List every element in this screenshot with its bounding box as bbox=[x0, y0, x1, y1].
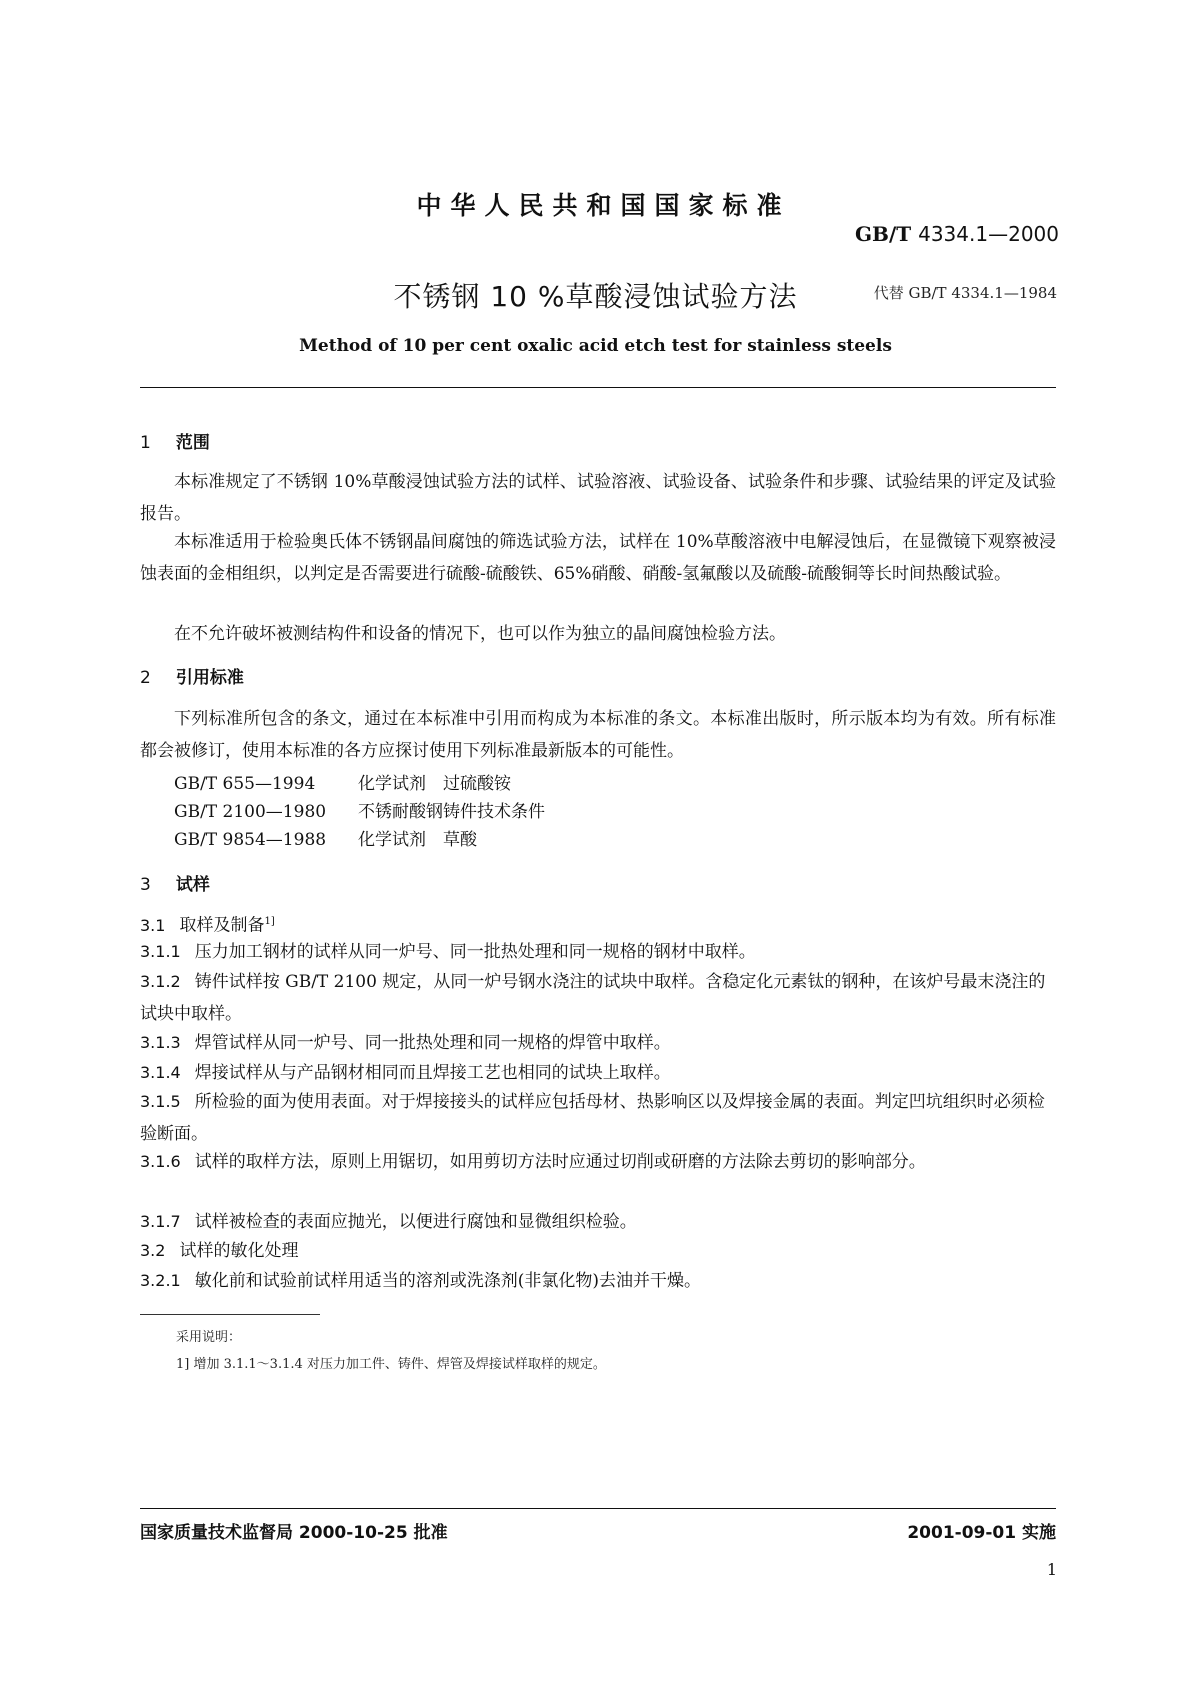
footnote-ref: 1] bbox=[264, 916, 275, 927]
clause-3-2-1 bbox=[140, 1265, 1056, 1297]
reference-title: 化学试剂 草酸 bbox=[358, 830, 477, 850]
clause-number: 3.1.4 bbox=[140, 1063, 181, 1082]
section-title: 范围 bbox=[175, 433, 210, 453]
section-2-heading bbox=[140, 663, 244, 688]
clause-3-1-7 bbox=[140, 1206, 1056, 1238]
clause-text: 敏化前和试验前试样用适当的溶剂或洗涤剂(非氯化物)去油并干燥。 bbox=[194, 1271, 701, 1291]
clause-number: 3.1.5 bbox=[140, 1092, 181, 1111]
clause-text: 压力加工钢材的试样从同一炉号、同一批热处理和同一规格的钢材中取样。 bbox=[194, 942, 756, 962]
clause-text: 铸件试样按 GB/T 2100 规定，从同一炉号钢水浇注的试块中取样。含稳定化元素钛的钢种，在该炉号最末浇注的试块中取样。 bbox=[140, 972, 1046, 1024]
footnote-heading: 采用说明： bbox=[176, 1330, 242, 1345]
reference-code: GB/T 2100—1980 bbox=[174, 802, 327, 822]
standard-number-prefix: GB/T bbox=[854, 222, 912, 246]
section-1-paragraph-1: 本标准规定了不锈钢 10%草酸浸蚀试验方法的试样、试验溶液、试验设备、试验条件和步骤、试验结果的评定及试验报告。 bbox=[140, 472, 1056, 524]
section-1-paragraph-2: 本标准适用于检验奥氏体不锈钢晶间腐蚀的筛选试验方法，试样在 10%草酸溶液中电解浸蚀后，在显微镜下观察被浸蚀表面的金相组织，以判定是否需要进行硫酸-硫酸铁、65%硝酸、硝酸-氢氟酸以及硫酸-硫酸铜等长时间热酸试验。 bbox=[140, 532, 1056, 584]
reference-title: 化学试剂 过硫酸铵 bbox=[358, 774, 511, 794]
clause-number: 3.1.1 bbox=[140, 942, 181, 961]
page-number: 1 bbox=[1046, 1560, 1057, 1579]
clause-3-1-2 bbox=[140, 966, 1056, 1030]
national-standard-heading: 中华人民共和国国家标准 bbox=[416, 191, 791, 220]
clause-3-2 bbox=[140, 1235, 1056, 1267]
section-2-paragraph: 下列标准所包含的条文，通过在本标准中引用而构成为本标准的条文。本标准出版时，所示版本均为有效。所有标准都会被修订，使用本标准的各方应探讨使用下列标准最新版本的可能性。 bbox=[140, 709, 1056, 761]
section-number: 3 bbox=[140, 875, 151, 895]
section-title: 试样 bbox=[175, 875, 210, 895]
document-title: 不锈钢 10 %草酸浸蚀试验方法 bbox=[393, 280, 798, 313]
clause-text: 试样的取样方法，原则上用锯切，如用剪切方法时应通过切削或研磨的方法除去剪切的影响部分。 bbox=[194, 1152, 926, 1172]
clause-3-1-5 bbox=[140, 1086, 1056, 1150]
reference-item bbox=[174, 769, 511, 794]
clause-3-1-1 bbox=[140, 936, 1056, 968]
section-1-paragraph-3: 在不允许破坏被测结构件和设备的情况下，也可以作为独立的晶间腐蚀检验方法。 bbox=[174, 624, 786, 644]
approval-line: 国家质量技术监督局 2000-10-25 批准 bbox=[140, 1523, 448, 1543]
section-number: 2 bbox=[140, 668, 151, 688]
section-1-heading bbox=[140, 428, 210, 453]
clause-text: 焊接试样从与产品钢材相同而且焊接工艺也相同的试块上取样。 bbox=[194, 1063, 671, 1083]
clause-3-1-6 bbox=[140, 1146, 1056, 1178]
footnote-divider bbox=[140, 1314, 320, 1315]
clause-text: 焊管试样从同一炉号、同一批热处理和同一规格的焊管中取样。 bbox=[194, 1033, 671, 1053]
reference-code: GB/T 655—1994 bbox=[174, 774, 316, 794]
standard-number bbox=[855, 222, 1059, 246]
clause-text: 取样及制备 bbox=[179, 915, 265, 936]
footnote-text: 1] 增加 3.1.1～3.1.4 对压力加工件、铸件、焊管及焊接试样取样的规定。 bbox=[176, 1357, 606, 1372]
standard-number-value: 4334.1—2000 bbox=[918, 222, 1059, 246]
clause-number: 3.2 bbox=[140, 1241, 166, 1260]
effective-date: 2001-09-01 实施 bbox=[907, 1523, 1056, 1543]
reference-code: GB/T 9854—1988 bbox=[174, 830, 327, 850]
footer-divider bbox=[140, 1508, 1056, 1509]
english-title: Method of 10 per cent oxalic acid etch test for stainless steels bbox=[299, 336, 892, 356]
reference-item bbox=[174, 825, 477, 850]
header-divider bbox=[140, 387, 1056, 388]
clause-text: 所检验的面为使用表面。对于焊接接头的试样应包括母材、热影响区以及焊接金属的表面。判定凹坑组织时必须检验断面。 bbox=[140, 1092, 1045, 1144]
section-title: 引用标准 bbox=[175, 668, 244, 688]
replaces-note: 代替 GB/T 4334.1—1984 bbox=[873, 284, 1057, 302]
section-3-heading bbox=[140, 870, 210, 895]
clause-number: 3.1.6 bbox=[140, 1152, 181, 1171]
section-number: 1 bbox=[140, 433, 151, 453]
clause-text: 试样被检查的表面应抛光，以便进行腐蚀和显微组织检验。 bbox=[194, 1212, 637, 1232]
clause-number: 3.1 bbox=[140, 915, 166, 935]
clause-3-1-4 bbox=[140, 1057, 1056, 1089]
clause-number: 3.1.2 bbox=[140, 972, 181, 991]
clause-number: 3.1.3 bbox=[140, 1033, 181, 1052]
clause-number: 3.1.7 bbox=[140, 1212, 181, 1231]
reference-title: 不锈耐酸钢铸件技术条件 bbox=[358, 802, 545, 822]
clause-text: 试样的敏化处理 bbox=[179, 1241, 299, 1261]
reference-item bbox=[174, 797, 545, 822]
clause-3-1-3 bbox=[140, 1027, 1056, 1059]
clause-number: 3.2.1 bbox=[140, 1271, 181, 1290]
